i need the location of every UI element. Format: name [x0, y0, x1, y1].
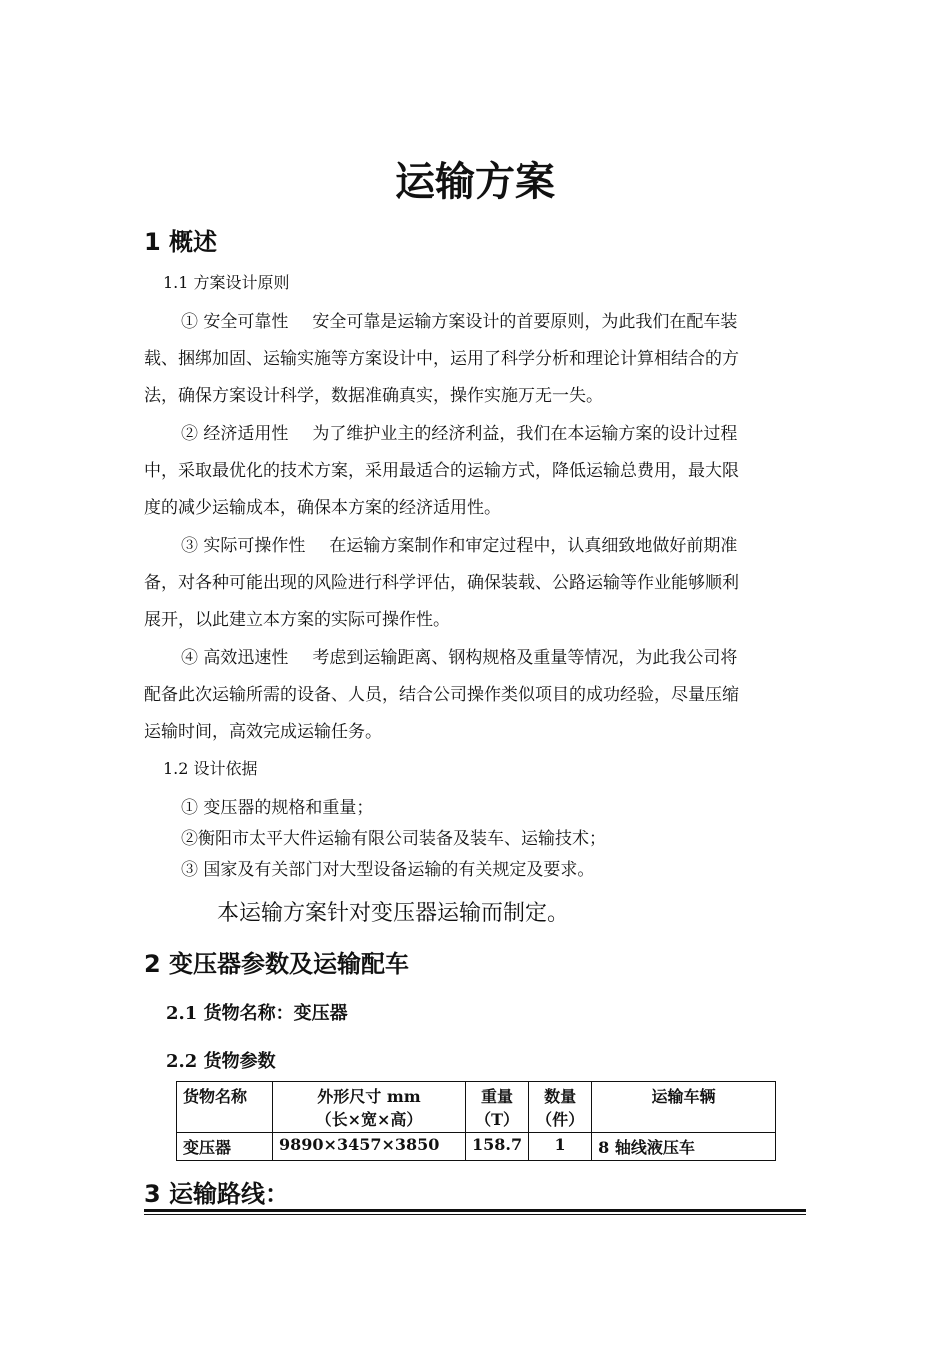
- basis-item-3: ③ 国家及有关部门对大型设备运输的有关规定及要求。: [181, 860, 595, 880]
- section-2-2-heading: 2.2 货物参数: [166, 1051, 276, 1072]
- table-cell: 9890×3457×3850: [273, 1133, 466, 1161]
- principle-3-line-1: [181, 531, 845, 556]
- table-cell: 158.7: [466, 1133, 529, 1161]
- principle-4-line-2: 配备此次运输所需的设备、人员，结合公司操作类似项目的成功经验，尽量压缩: [144, 685, 739, 705]
- document-title: 运输方案: [395, 159, 555, 205]
- principle-1-line-3: 法，确保方案设计科学，数据准确真实，操作实施万无一失。: [144, 386, 603, 406]
- table-cell: 变压器: [177, 1133, 273, 1161]
- principle-1-term: ① 安全可靠性: [181, 312, 289, 332]
- principle-3-line-3: 展开，以此建立本方案的实际可操作性。: [144, 610, 450, 630]
- header-cell: 货物名称: [177, 1082, 273, 1133]
- header-cell: 外形尺寸 mm （长×宽×高）: [273, 1082, 466, 1133]
- principle-3-text: 在运输方案制作和审定过程中，认真细致地做好前期准: [329, 536, 738, 556]
- section-2-1-heading: 2.1 货物名称：变压器: [166, 1003, 348, 1024]
- table-cell: 8 轴线液压车: [592, 1133, 776, 1161]
- principle-4-text: 考虑到运输距离、钢构规格及重量等情况，为此我公司将: [312, 648, 738, 668]
- section-1-1-heading: 1.1 方案设计原则: [163, 273, 290, 292]
- header-cell: 运输车辆: [592, 1082, 776, 1133]
- cargo-parameter-table: [176, 1081, 776, 1161]
- principle-1-line-2: 载、捆绑加固、运输实施等方案设计中，运用了科学分析和理论计算相结合的方: [144, 349, 739, 369]
- principle-4-line-3: 运输时间，高效完成运输任务。: [144, 722, 382, 742]
- scope-note: 本运输方案针对变压器运输而制定。: [217, 901, 570, 926]
- principle-2-line-1: [181, 419, 845, 444]
- table-cell: 1: [529, 1133, 592, 1161]
- principle-2-text: 为了维护业主的经济利益，我们在本运输方案的设计过程: [312, 424, 738, 444]
- principle-1-text: 安全可靠是运输方案设计的首要原则，为此我们在配车装: [312, 312, 738, 332]
- header-cell: 数量 （件）: [529, 1082, 592, 1133]
- principle-1-line-1: [181, 307, 845, 332]
- section-1-2-heading: 1.2 设计依据: [163, 759, 258, 778]
- table-header-row: [177, 1082, 776, 1133]
- divider-thick: [144, 1209, 806, 1212]
- basis-item-1: ① 变压器的规格和重量；: [181, 798, 374, 818]
- section-3-heading: 3 运输路线：: [144, 1180, 290, 1208]
- principle-2-line-2: 中，采取最优化的技术方案，采用最适合的运输方式，降低运输总费用，最大限: [144, 461, 739, 481]
- divider-thin: [144, 1214, 806, 1215]
- principle-3-line-2: 备，对各种可能出现的风险进行科学评估，确保装载、公路运输等作业能够顺利: [144, 573, 739, 593]
- principle-2-line-3: 度的减少运输成本，确保本方案的经济适用性。: [144, 498, 501, 518]
- section-1-heading: 1 概述: [144, 228, 218, 256]
- principle-4-line-1: [181, 643, 845, 668]
- basis-item-2: ②衡阳市太平大件运输有限公司装备及装车、运输技术；: [181, 829, 606, 849]
- principle-4-term: ④ 高效迅速性: [181, 648, 289, 668]
- principle-2-term: ② 经济适用性: [181, 424, 289, 444]
- table-row: [177, 1133, 776, 1161]
- principle-3-term: ③ 实际可操作性: [181, 536, 306, 556]
- header-cell: 重量 （T）: [466, 1082, 529, 1133]
- section-2-heading: 2 变压器参数及运输配车: [144, 950, 410, 978]
